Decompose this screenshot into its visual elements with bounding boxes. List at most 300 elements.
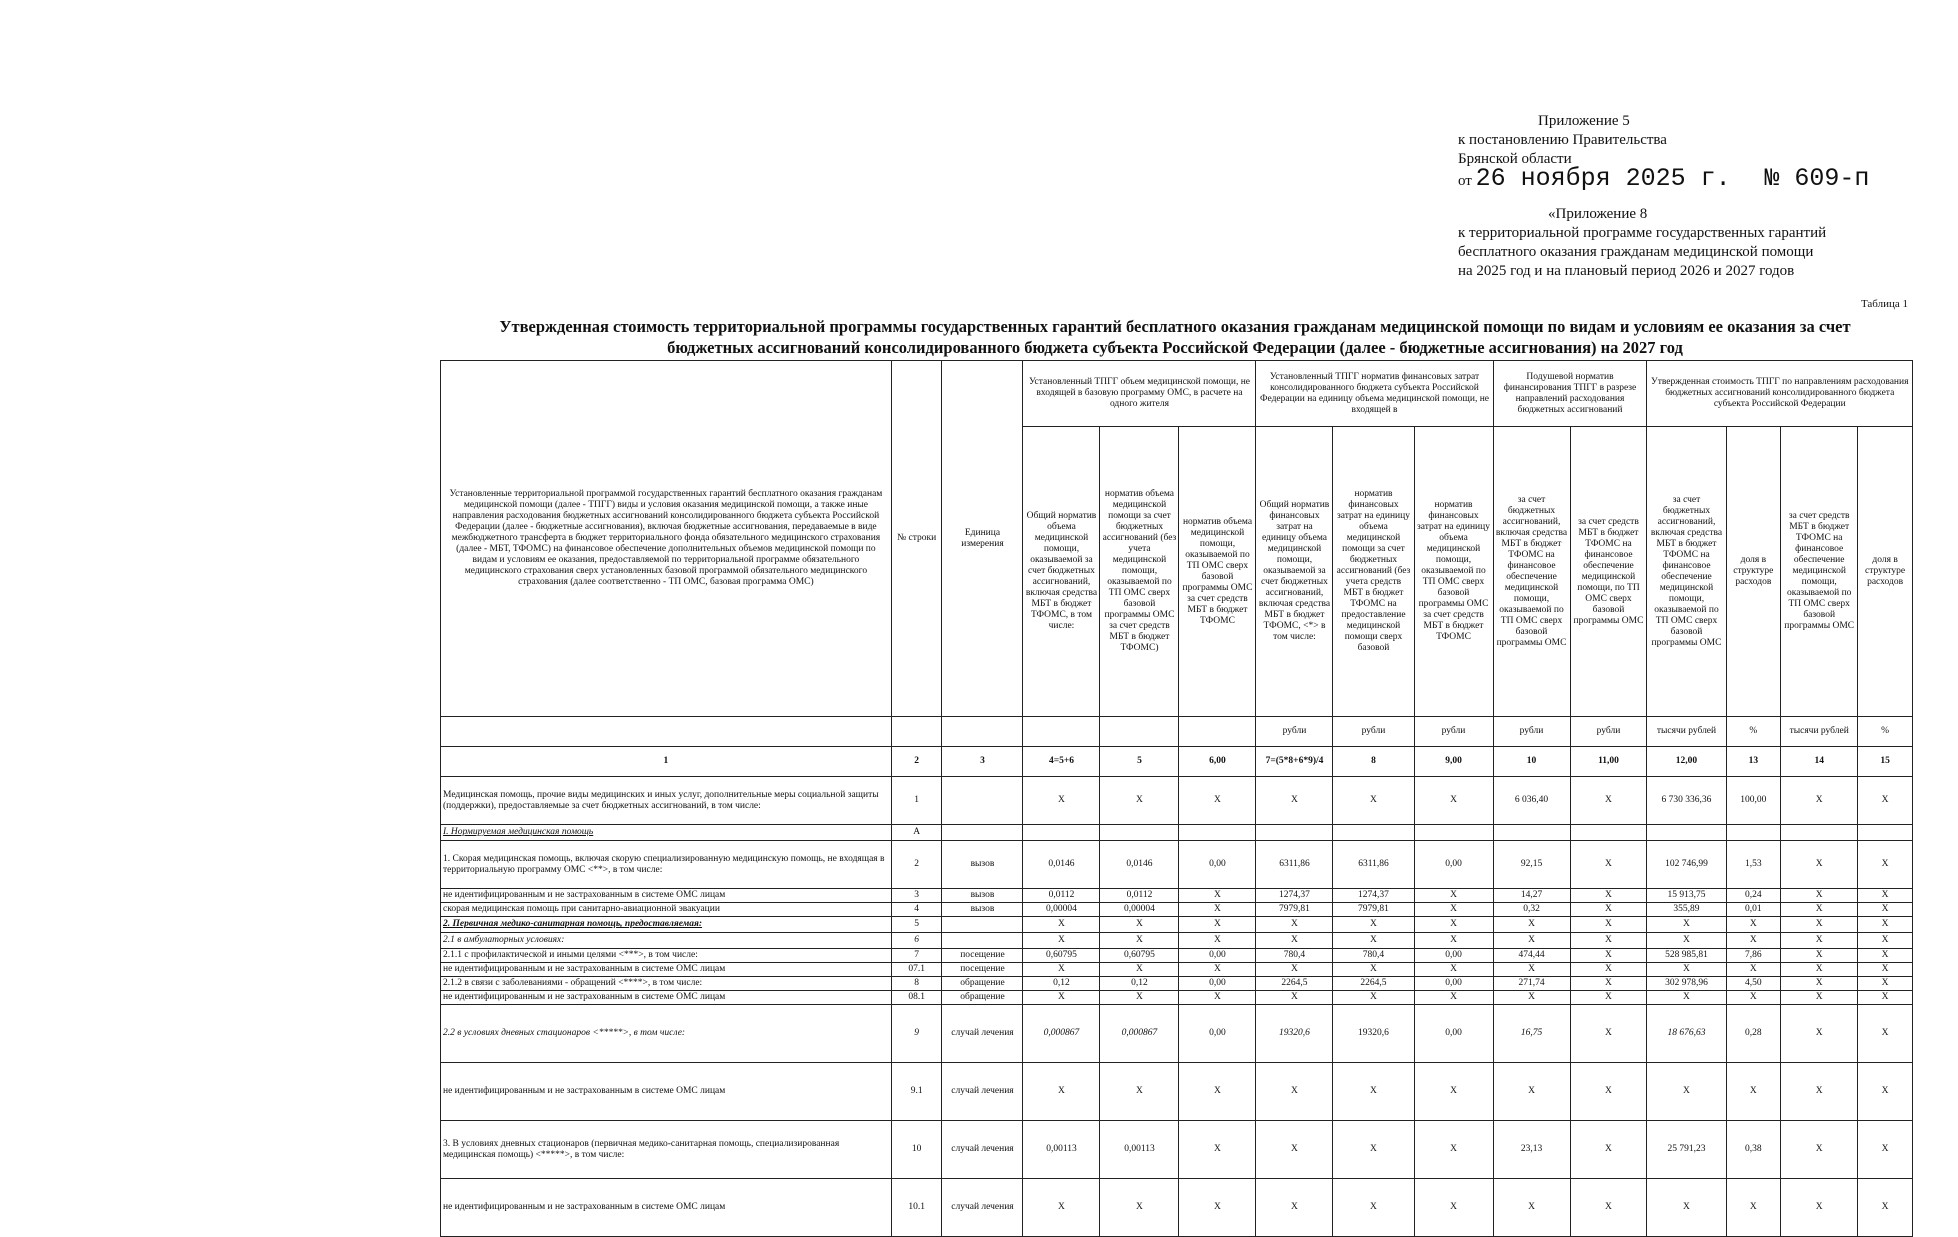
row-name-cell: 2. Первичная медико-санитарная помощь, предоставляемая: bbox=[441, 917, 892, 933]
value-cell: 1274,37 bbox=[1333, 889, 1414, 903]
value-cell: 0,00004 bbox=[1100, 903, 1179, 917]
value-cell: X bbox=[1647, 1063, 1726, 1121]
value-cell: 271,74 bbox=[1493, 977, 1570, 991]
unit-cell bbox=[891, 717, 942, 747]
value-cell: 14,27 bbox=[1493, 889, 1570, 903]
column-number-cell: 1 bbox=[441, 747, 892, 777]
value-cell: X bbox=[1647, 933, 1726, 949]
value-cell: 0,0112 bbox=[1023, 889, 1100, 903]
value-cell: X bbox=[1023, 933, 1100, 949]
value-cell: 19320,6 bbox=[1256, 1005, 1333, 1063]
value-cell: X bbox=[1781, 1179, 1858, 1237]
row-number-cell: 4 bbox=[891, 903, 942, 917]
value-cell: X bbox=[1781, 991, 1858, 1005]
appendix-label: Приложение 5 bbox=[1538, 113, 1630, 129]
column-numbers-row bbox=[441, 747, 1913, 777]
table-row bbox=[441, 903, 1913, 917]
value-cell: X bbox=[1256, 1063, 1333, 1121]
decree-date-line bbox=[1458, 164, 1928, 193]
row-name-cell: 2.1.1 с профилактической и иными целями <***>, в том числе: bbox=[441, 949, 892, 963]
value-cell bbox=[1333, 825, 1414, 841]
value-cell: 1274,37 bbox=[1256, 889, 1333, 903]
value-cell: X bbox=[1100, 963, 1179, 977]
value-cell: 780,4 bbox=[1256, 949, 1333, 963]
value-cell: X bbox=[1647, 917, 1726, 933]
value-cell: X bbox=[1781, 933, 1858, 949]
value-cell: 7,86 bbox=[1726, 949, 1781, 963]
value-cell: X bbox=[1333, 917, 1414, 933]
row-number-cell: 10.1 bbox=[891, 1179, 942, 1237]
value-cell: X bbox=[1256, 777, 1333, 825]
value-cell: X bbox=[1256, 991, 1333, 1005]
value-cell: X bbox=[1781, 949, 1858, 963]
row-unit-cell: обращение bbox=[942, 991, 1023, 1005]
value-cell: 1,53 bbox=[1726, 841, 1781, 889]
row-number-cell: 2 bbox=[891, 841, 942, 889]
value-cell: X bbox=[1414, 1063, 1493, 1121]
value-cell: 0,00 bbox=[1179, 977, 1256, 991]
value-cell: X bbox=[1023, 1179, 1100, 1237]
value-cell: X bbox=[1100, 991, 1179, 1005]
row-number-cell: 08.1 bbox=[891, 991, 942, 1005]
unit-header: Единица измерения bbox=[942, 361, 1023, 717]
column-number-cell: 4=5+6 bbox=[1023, 747, 1100, 777]
row-name-cell: 2.1 в амбулаторных условиях: bbox=[441, 933, 892, 949]
value-cell: X bbox=[1781, 963, 1858, 977]
value-cell: 100,00 bbox=[1726, 777, 1781, 825]
unit-cell bbox=[1100, 717, 1179, 747]
value-cell: 0,00113 bbox=[1023, 1121, 1100, 1179]
value-cell bbox=[1256, 825, 1333, 841]
decree-number: № 609-п bbox=[1764, 164, 1870, 193]
row-unit-cell bbox=[942, 933, 1023, 949]
value-cell: 16,75 bbox=[1493, 1005, 1570, 1063]
value-cell: 7979,81 bbox=[1333, 903, 1414, 917]
col9-header: норматив финансовых затрат на единицу объема медицинской помощи, оказываемой по ТП ОМС сверх базовой программы ОМС за счет средств МБТ в бюджет ТФОМС bbox=[1414, 427, 1493, 717]
unit-cell: % bbox=[1726, 717, 1781, 747]
value-cell: X bbox=[1414, 1121, 1493, 1179]
value-cell: X bbox=[1781, 917, 1858, 933]
value-cell: X bbox=[1333, 1179, 1414, 1237]
row-unit-cell: обращение bbox=[942, 977, 1023, 991]
value-cell: X bbox=[1570, 917, 1647, 933]
value-cell: X bbox=[1333, 1121, 1414, 1179]
row-unit-cell bbox=[942, 777, 1023, 825]
value-cell: X bbox=[1570, 933, 1647, 949]
value-cell: X bbox=[1647, 1179, 1726, 1237]
value-cell: X bbox=[1493, 1063, 1570, 1121]
column-number-cell: 7=(5*8+6*9)/4 bbox=[1256, 747, 1333, 777]
row-unit-cell: вызов bbox=[942, 841, 1023, 889]
value-cell: X bbox=[1781, 777, 1858, 825]
value-cell bbox=[1493, 825, 1570, 841]
value-cell: 19320,6 bbox=[1333, 1005, 1414, 1063]
table-label: Таблица 1 bbox=[1860, 298, 1908, 310]
value-cell: 25 791,23 bbox=[1647, 1121, 1726, 1179]
col6-header: норматив объема медицинской помощи, оказываемой по ТП ОМС сверх базовой программы ОМС за счет средств МБТ в бюджет ТФОМС bbox=[1179, 427, 1256, 717]
column-number-cell: 9,00 bbox=[1414, 747, 1493, 777]
value-cell: 0,00 bbox=[1414, 841, 1493, 889]
value-cell: 0,00 bbox=[1179, 841, 1256, 889]
value-cell: 15 913,75 bbox=[1647, 889, 1726, 903]
program-line-1: к территориальной программе государственных гарантий bbox=[1458, 225, 1827, 241]
value-cell: X bbox=[1726, 917, 1781, 933]
value-cell: X bbox=[1570, 903, 1647, 917]
program-line-2: бесплатного оказания гражданам медицинской помощи bbox=[1458, 244, 1814, 260]
value-cell: 0,0146 bbox=[1100, 841, 1179, 889]
value-cell: 0,00 bbox=[1414, 977, 1493, 991]
value-cell: 0,000867 bbox=[1100, 1005, 1179, 1063]
program-line-3: на 2025 год и на плановый период 2026 и 2027 годов bbox=[1458, 263, 1795, 279]
value-cell bbox=[1647, 825, 1726, 841]
table-row bbox=[441, 1063, 1913, 1121]
value-cell: X bbox=[1493, 991, 1570, 1005]
value-cell: X bbox=[1414, 933, 1493, 949]
table-row bbox=[441, 777, 1913, 825]
value-cell: X bbox=[1858, 889, 1913, 903]
value-cell: X bbox=[1858, 963, 1913, 977]
value-cell: X bbox=[1333, 963, 1414, 977]
value-cell: X bbox=[1100, 917, 1179, 933]
value-cell: 0,00 bbox=[1414, 1005, 1493, 1063]
value-cell bbox=[1781, 825, 1858, 841]
decree-line-2: Брянской области bbox=[1458, 151, 1572, 167]
column-number-cell: 13 bbox=[1726, 747, 1781, 777]
value-cell: 18 676,63 bbox=[1647, 1005, 1726, 1063]
col10-header: за счет бюджетных ассигнований, включая средства МБТ в бюджет ТФОМС на финансовое обеспечение медицинской помощи, оказываемой по ТП ОМС сверх базовой программы ОМС bbox=[1493, 427, 1570, 717]
row-number-cell: 3 bbox=[891, 889, 942, 903]
value-cell: X bbox=[1781, 889, 1858, 903]
value-cell: X bbox=[1414, 777, 1493, 825]
row-name-cell: скорая медицинская помощь при санитарно-авиационной эвакуации bbox=[441, 903, 892, 917]
row-name-cell: 1. Скорая медицинская помощь, включая скорую специализированную медицинскую помощь, не входящая в территориальную программу ОМС <**>, в том числе: bbox=[441, 841, 892, 889]
row-number-header: № строки bbox=[891, 361, 942, 717]
value-cell: X bbox=[1333, 933, 1414, 949]
col12-header: за счет бюджетных ассигнований, включая средства МБТ в бюджет ТФОМС на финансовое обеспечение медицинской помощи, оказываемой по ТП ОМС сверх базовой программы ОМС bbox=[1647, 427, 1726, 717]
value-cell: X bbox=[1493, 1179, 1570, 1237]
unit-cell: % bbox=[1858, 717, 1913, 747]
value-cell: X bbox=[1570, 1121, 1647, 1179]
value-cell: X bbox=[1333, 1063, 1414, 1121]
col4-header: Общий норматив объема медицинской помощи, оказываемой за счет бюджетных ассигнований, включая средства МБТ в бюджет ТФОМС, в том числе: bbox=[1023, 427, 1100, 717]
value-cell: 0,00113 bbox=[1100, 1121, 1179, 1179]
value-cell: X bbox=[1100, 1063, 1179, 1121]
value-cell: X bbox=[1858, 991, 1913, 1005]
value-cell: 0,00 bbox=[1179, 1005, 1256, 1063]
value-cell: X bbox=[1179, 917, 1256, 933]
value-cell: X bbox=[1414, 903, 1493, 917]
volume-group-header: Установленный ТПГГ объем медицинской помощи, не входящей в базовую программу ОМС, в расчете на одного жителя bbox=[1023, 361, 1256, 427]
row-name-cell: не идентифицированным и не застрахованным в системе ОМС лицам bbox=[441, 963, 892, 977]
table-row bbox=[441, 991, 1913, 1005]
unit-cell: рубли bbox=[1414, 717, 1493, 747]
row-unit-cell: случай лечения bbox=[942, 1063, 1023, 1121]
value-cell: 780,4 bbox=[1333, 949, 1414, 963]
col11-header: за счет средств МБТ в бюджет ТФОМС на финансовое обеспечение медицинской помощи, по ТП ОМС сверх базовой программы ОМС bbox=[1570, 427, 1647, 717]
row-unit-cell bbox=[942, 917, 1023, 933]
value-cell: X bbox=[1858, 977, 1913, 991]
value-cell: X bbox=[1858, 1179, 1913, 1237]
row-name-cell: не идентифицированным и не застрахованным в системе ОМС лицам bbox=[441, 1063, 892, 1121]
value-cell: 0,01 bbox=[1726, 903, 1781, 917]
column-number-cell: 2 bbox=[891, 747, 942, 777]
value-cell: 92,15 bbox=[1493, 841, 1570, 889]
column-number-cell: 12,00 bbox=[1647, 747, 1726, 777]
units-row bbox=[441, 717, 1913, 747]
value-cell: X bbox=[1726, 933, 1781, 949]
value-cell: X bbox=[1414, 1179, 1493, 1237]
value-cell: X bbox=[1023, 777, 1100, 825]
value-cell: X bbox=[1781, 1005, 1858, 1063]
column-number-cell: 5 bbox=[1100, 747, 1179, 777]
value-cell: 0,0112 bbox=[1100, 889, 1179, 903]
table-head bbox=[441, 361, 1913, 777]
value-cell: X bbox=[1570, 991, 1647, 1005]
value-cell: 302 978,96 bbox=[1647, 977, 1726, 991]
value-cell: 23,13 bbox=[1493, 1121, 1570, 1179]
row-name-cell: I. Нормируемая медицинская помощь bbox=[441, 825, 892, 841]
value-cell: X bbox=[1570, 1005, 1647, 1063]
table-row bbox=[441, 917, 1913, 933]
value-cell: 4,50 bbox=[1726, 977, 1781, 991]
value-cell bbox=[1570, 825, 1647, 841]
unit-cell: рубли bbox=[1493, 717, 1570, 747]
approved-group-header: Утвержденная стоимость ТПГГ по направлениям расходования бюджетных ассигнований консолидированного бюджета субъекта Российской Федерации bbox=[1647, 361, 1913, 427]
value-cell: 6311,86 bbox=[1256, 841, 1333, 889]
unit-cell: тысячи рублей bbox=[1781, 717, 1858, 747]
row-number-cell: 07.1 bbox=[891, 963, 942, 977]
cost-group-header: Установленный ТПГГ норматив финансовых затрат консолидированного бюджета субъекта Российской Федерации на единицу объема медицинской помощи, не входящей в bbox=[1256, 361, 1493, 427]
value-cell: X bbox=[1781, 841, 1858, 889]
value-cell: X bbox=[1570, 1179, 1647, 1237]
table-row bbox=[441, 889, 1913, 903]
value-cell: 102 746,99 bbox=[1647, 841, 1726, 889]
value-cell: X bbox=[1179, 1063, 1256, 1121]
column-number-cell: 8 bbox=[1333, 747, 1414, 777]
row-number-cell: А bbox=[891, 825, 942, 841]
value-cell: 0,28 bbox=[1726, 1005, 1781, 1063]
column-number-cell: 3 bbox=[942, 747, 1023, 777]
value-cell: X bbox=[1256, 917, 1333, 933]
value-cell: X bbox=[1256, 1121, 1333, 1179]
value-cell: X bbox=[1100, 1179, 1179, 1237]
col15-header: доля в структуре расходов bbox=[1858, 427, 1913, 717]
value-cell: X bbox=[1414, 991, 1493, 1005]
value-cell bbox=[1858, 825, 1913, 841]
value-cell: X bbox=[1781, 903, 1858, 917]
value-cell: X bbox=[1333, 777, 1414, 825]
table-row bbox=[441, 1005, 1913, 1063]
value-cell: X bbox=[1858, 841, 1913, 889]
value-cell: 0,12 bbox=[1023, 977, 1100, 991]
value-cell: X bbox=[1414, 963, 1493, 977]
column-number-cell: 6,00 bbox=[1179, 747, 1256, 777]
value-cell: X bbox=[1100, 933, 1179, 949]
table-row bbox=[441, 1121, 1913, 1179]
value-cell: 0,00004 bbox=[1023, 903, 1100, 917]
value-cell: 0,32 bbox=[1493, 903, 1570, 917]
value-cell: 2264,5 bbox=[1333, 977, 1414, 991]
column-number-cell: 10 bbox=[1493, 747, 1570, 777]
table-row bbox=[441, 977, 1913, 991]
value-cell: X bbox=[1570, 949, 1647, 963]
value-cell: X bbox=[1023, 991, 1100, 1005]
table-body bbox=[441, 777, 1913, 1237]
value-cell: 7979,81 bbox=[1256, 903, 1333, 917]
col8-header: норматив финансовых затрат на единицу объема медицинской помощи за счет бюджетных ассигнований (без учета средств МБТ в бюджет ТФОМС на предоставление медицинской помощи сверх базовой bbox=[1333, 427, 1414, 717]
row-unit-cell: вызов bbox=[942, 903, 1023, 917]
row-name-cell: не идентифицированным и не застрахованным в системе ОМС лицам bbox=[441, 889, 892, 903]
row-unit-cell: случай лечения bbox=[942, 1005, 1023, 1063]
value-cell: X bbox=[1726, 963, 1781, 977]
row-number-cell: 8 bbox=[891, 977, 942, 991]
value-cell: X bbox=[1858, 1121, 1913, 1179]
value-cell: X bbox=[1023, 963, 1100, 977]
value-cell: X bbox=[1781, 977, 1858, 991]
value-cell: X bbox=[1858, 1063, 1913, 1121]
row-unit-cell: посещение bbox=[942, 963, 1023, 977]
value-cell: X bbox=[1179, 991, 1256, 1005]
value-cell bbox=[1414, 825, 1493, 841]
value-cell bbox=[1100, 825, 1179, 841]
value-cell: X bbox=[1858, 933, 1913, 949]
value-cell: 6 036,40 bbox=[1493, 777, 1570, 825]
value-cell: X bbox=[1179, 963, 1256, 977]
unit-cell: рубли bbox=[1570, 717, 1647, 747]
value-cell: X bbox=[1414, 889, 1493, 903]
row-name-cell: Медицинская помощь, прочие виды медицинских и иных услуг, дополнительные меры социальной защиты (поддержки), предоставляемые за счет бюджетных ассигнований, в том числе: bbox=[441, 777, 892, 825]
row-name-cell: 2.2 в условиях дневных стационаров <*****>, в том числе: bbox=[441, 1005, 892, 1063]
row-number-cell: 1 bbox=[891, 777, 942, 825]
value-cell: X bbox=[1781, 1121, 1858, 1179]
table-row bbox=[441, 841, 1913, 889]
col7-header: Общий норматив финансовых затрат на единицу объема медицинской помощи, оказываемой за счет бюджетных ассигнований, включая средства МБТ в бюджет ТФОМС, <*> в том числе: bbox=[1256, 427, 1333, 717]
value-cell: X bbox=[1647, 991, 1726, 1005]
value-cell: 2264,5 bbox=[1256, 977, 1333, 991]
value-cell: 0,60795 bbox=[1023, 949, 1100, 963]
value-cell: 0,24 bbox=[1726, 889, 1781, 903]
value-cell bbox=[1179, 825, 1256, 841]
row-name-cell: не идентифицированным и не застрахованным в системе ОМС лицам bbox=[441, 1179, 892, 1237]
row-unit-cell bbox=[942, 825, 1023, 841]
value-cell bbox=[1726, 825, 1781, 841]
row-name-cell: 3. В условиях дневных стационаров (первичная медико-санитарная помощь, специализированная медицинская помощь) <*****>, в том числе: bbox=[441, 1121, 892, 1179]
col14-header: за счет средств МБТ в бюджет ТФОМС на финансовое обеспечение медицинской помощи, оказываемой по ТП ОМС сверх базовой программы ОМС bbox=[1781, 427, 1858, 717]
value-cell: 528 985,81 bbox=[1647, 949, 1726, 963]
value-cell: X bbox=[1493, 963, 1570, 977]
unit-cell bbox=[1023, 717, 1100, 747]
program-reference bbox=[1458, 205, 1928, 281]
column-number-cell: 14 bbox=[1781, 747, 1858, 777]
row-number-cell: 9 bbox=[891, 1005, 942, 1063]
row-unit-cell: вызов bbox=[942, 889, 1023, 903]
value-cell: X bbox=[1858, 917, 1913, 933]
title-line-1: Утвержденная стоимость территориальной программы государственных гарантий бесплатного оказания гражданам медицинской помощи по видам и условиям ее оказания за счет bbox=[499, 317, 1851, 336]
table-row bbox=[441, 963, 1913, 977]
value-cell: X bbox=[1493, 933, 1570, 949]
row-unit-cell: посещение bbox=[942, 949, 1023, 963]
date-prefix: от bbox=[1458, 173, 1472, 189]
value-cell: 6 730 336,36 bbox=[1647, 777, 1726, 825]
value-cell: X bbox=[1256, 963, 1333, 977]
value-cell: X bbox=[1858, 903, 1913, 917]
row-number-cell: 6 bbox=[891, 933, 942, 949]
value-cell: X bbox=[1256, 1179, 1333, 1237]
percapita-group-header: Подушевой норматив финансирования ТПГГ в разрезе направлений расходования бюджетных ассигнований bbox=[1493, 361, 1647, 427]
value-cell: X bbox=[1570, 1063, 1647, 1121]
value-cell: X bbox=[1333, 991, 1414, 1005]
header-block bbox=[1458, 112, 1928, 281]
value-cell: 0,12 bbox=[1100, 977, 1179, 991]
value-cell: X bbox=[1858, 949, 1913, 963]
value-cell: X bbox=[1256, 933, 1333, 949]
table-row bbox=[441, 933, 1913, 949]
value-cell: X bbox=[1493, 917, 1570, 933]
value-cell: X bbox=[1100, 777, 1179, 825]
row-unit-cell: случай лечения bbox=[942, 1179, 1023, 1237]
value-cell bbox=[1023, 825, 1100, 841]
value-cell: X bbox=[1179, 777, 1256, 825]
row-number-cell: 5 bbox=[891, 917, 942, 933]
value-cell: X bbox=[1414, 917, 1493, 933]
unit-cell: рубли bbox=[1333, 717, 1414, 747]
value-cell: X bbox=[1179, 933, 1256, 949]
value-cell: 0,0146 bbox=[1023, 841, 1100, 889]
decree-line-1: к постановлению Правительства bbox=[1458, 132, 1667, 148]
value-cell: X bbox=[1179, 1179, 1256, 1237]
value-cell: X bbox=[1726, 1179, 1781, 1237]
table-row bbox=[441, 949, 1913, 963]
row-number-cell: 10 bbox=[891, 1121, 942, 1179]
value-cell: X bbox=[1023, 917, 1100, 933]
row-name-cell: 2.1.2 в связи с заболеваниями - обращений <****>, в том числе: bbox=[441, 977, 892, 991]
value-cell: X bbox=[1858, 777, 1913, 825]
value-cell: X bbox=[1570, 963, 1647, 977]
value-cell: X bbox=[1570, 841, 1647, 889]
col13-header: доля в структуре расходов bbox=[1726, 427, 1781, 717]
title-line-2: бюджетных ассигнований консолидированного бюджета субъекта Российской Федерации (далее - бюджетные ассигнования) на 2027 год bbox=[667, 338, 1683, 357]
value-cell: X bbox=[1023, 1063, 1100, 1121]
value-cell: X bbox=[1858, 1005, 1913, 1063]
unit-cell bbox=[441, 717, 892, 747]
value-cell: X bbox=[1179, 903, 1256, 917]
col5-header: норматив объема медицинской помощи за счет бюджетных ассигнований (без учета медицинской помощи, оказываемой по ТП ОМС сверх базовой программы ОМС за счет средств МБТ в бюджет ТФОМС) bbox=[1100, 427, 1179, 717]
page-title bbox=[440, 316, 1910, 358]
unit-cell bbox=[942, 717, 1023, 747]
unit-cell: тысячи рублей bbox=[1647, 717, 1726, 747]
value-cell: X bbox=[1179, 889, 1256, 903]
value-cell: 0,38 bbox=[1726, 1121, 1781, 1179]
column-number-cell: 15 bbox=[1858, 747, 1913, 777]
table-row bbox=[441, 825, 1913, 841]
value-cell: X bbox=[1570, 977, 1647, 991]
value-cell: X bbox=[1726, 991, 1781, 1005]
value-cell: 0,00 bbox=[1414, 949, 1493, 963]
value-cell: 0,000867 bbox=[1023, 1005, 1100, 1063]
table-row bbox=[441, 1179, 1913, 1237]
row-unit-cell: случай лечения bbox=[942, 1121, 1023, 1179]
value-cell: 0,00 bbox=[1179, 949, 1256, 963]
appendix8-label: «Приложение 8 bbox=[1548, 206, 1648, 222]
value-cell: 6311,86 bbox=[1333, 841, 1414, 889]
column-number-cell: 11,00 bbox=[1570, 747, 1647, 777]
cost-table bbox=[440, 360, 1913, 1237]
value-cell: 474,44 bbox=[1493, 949, 1570, 963]
value-cell: X bbox=[1570, 889, 1647, 903]
value-cell: 0,60795 bbox=[1100, 949, 1179, 963]
row-name-cell: не идентифицированным и не застрахованным в системе ОМС лицам bbox=[441, 991, 892, 1005]
unit-cell bbox=[1179, 717, 1256, 747]
